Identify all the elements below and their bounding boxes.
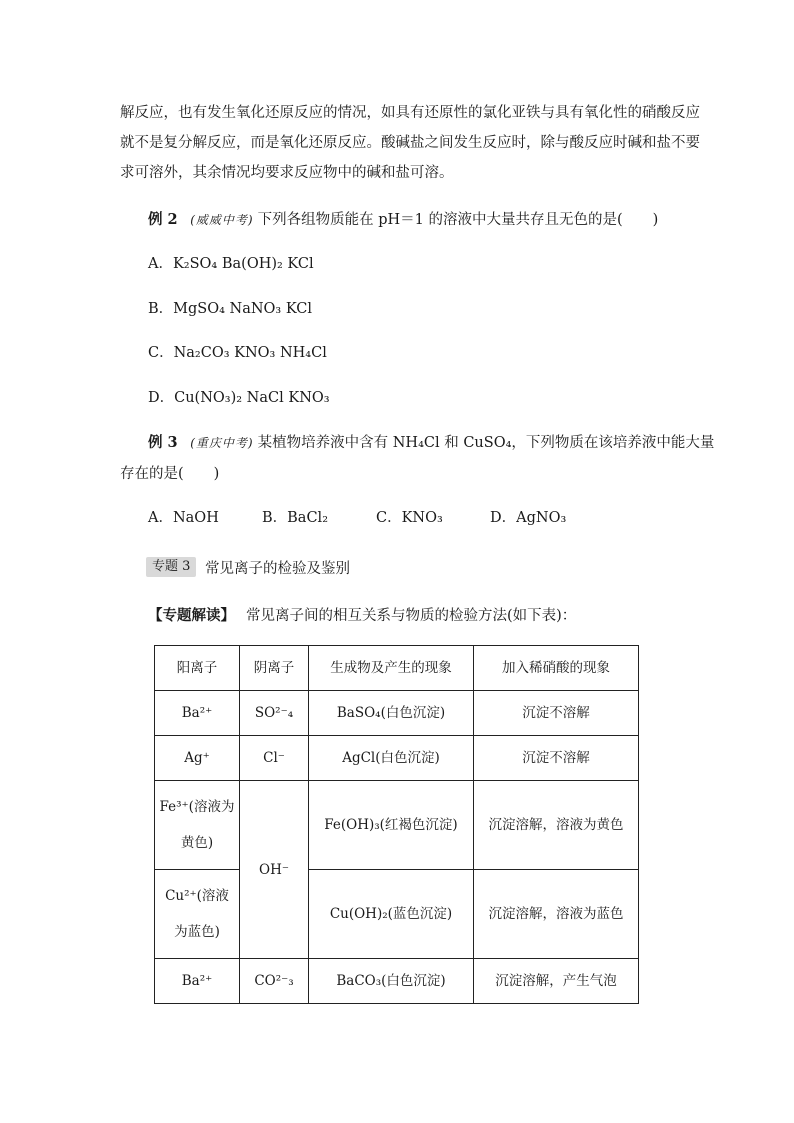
- table-row: [155, 870, 639, 959]
- topic-badge: 专题 3: [146, 557, 196, 577]
- table-header-row: [155, 646, 639, 691]
- cell-product: BaSO₄(白色沉淀): [309, 691, 474, 736]
- cell-acid: 沉淀不溶解: [474, 691, 639, 736]
- header-anion: 阴离子: [240, 646, 309, 691]
- cell-cation: Ba²⁺: [155, 691, 240, 736]
- cell-anion: Cl⁻: [240, 736, 309, 781]
- example-3-text: 某植物培养液中含有 NH₄Cl 和 CuSO₄，下列物质在该培养液中能大量: [257, 435, 715, 451]
- cell-product: AgCl(白色沉淀): [309, 736, 474, 781]
- cell-cation: Ba²⁺: [155, 959, 240, 1004]
- example-3-label: 例 3: [148, 434, 178, 451]
- table-row: [155, 736, 639, 781]
- header-acid: 加入稀硝酸的现象: [474, 646, 639, 691]
- cell-product: Fe(OH)₃(红褐色沉淀): [309, 781, 474, 870]
- cell-acid: 沉淀溶解，溶液为黄色: [474, 781, 639, 870]
- cell-acid: 沉淀不溶解: [474, 736, 639, 781]
- example-2-option-a: A．K₂SO₄ Ba(OH)₂ KCl: [148, 256, 314, 272]
- cell-cation: Fe³⁺(溶液为黄色): [155, 781, 240, 870]
- example-2-question: [148, 210, 658, 230]
- example-2-label: 例 2: [148, 211, 178, 228]
- interpretation-label: 【专题解读】: [148, 607, 235, 624]
- example-2-option-c: C．Na₂CO₃ KNO₃ NH₄Cl: [148, 345, 327, 361]
- header-product: 生成物及产生的现象: [309, 646, 474, 691]
- example-3-line-2-text: 存在的是(: [120, 466, 184, 482]
- cell-anion: SO²⁻₄: [240, 691, 309, 736]
- example-3-option-b: B．BaCl₂: [262, 510, 329, 526]
- example-2-option-b: B．MgSO₄ NaNO₃ KCl: [148, 301, 313, 317]
- example-2-option-d: D．Cu(NO₃)₂ NaCl KNO₃: [148, 390, 330, 406]
- example-3-option-a: A．NaOH: [148, 510, 219, 526]
- example-2-close: ): [652, 212, 659, 228]
- topic-title: 常见离子的检验及鉴别: [205, 561, 350, 577]
- table-row: [155, 781, 639, 870]
- example-2-text: 下列各组物质能在 pH＝1 的溶液中大量共存且无色的是(: [257, 212, 623, 228]
- cell-cation: Cu²⁺(溶液为蓝色): [155, 870, 240, 959]
- ion-test-table: [154, 645, 639, 1004]
- table-row: [155, 691, 639, 736]
- cell-anion: OH⁻: [240, 781, 309, 959]
- example-3-option-d: D．AgNO₃: [490, 510, 567, 526]
- cell-cation: Ag⁺: [155, 736, 240, 781]
- cell-acid: 沉淀溶解，溶液为蓝色: [474, 870, 639, 959]
- cell-product: Cu(OH)₂(蓝色沉淀): [309, 870, 474, 959]
- example-3-source: (重庆中考): [190, 436, 254, 450]
- example-3-line-2: [120, 464, 219, 484]
- header-cation: 阳离子: [155, 646, 240, 691]
- table-row: [155, 959, 639, 1004]
- cell-product: BaCO₃(白色沉淀): [309, 959, 474, 1004]
- interpretation-text: 常见离子间的相互关系与物质的检验方法(如下表)：: [246, 608, 577, 624]
- example-3-close: ): [213, 466, 220, 482]
- intro-line-1: 解反应，也有发生氧化还原反应的情况，如具有还原性的氯化亚铁与具有氧化性的硝酸反应: [120, 105, 700, 121]
- intro-line-3: 求可溶外，其余情况均要求反应物中的碱和盐可溶。: [120, 165, 454, 181]
- example-3-option-c: C．KNO₃: [376, 510, 443, 526]
- example-3-question: [148, 433, 714, 453]
- cell-acid: 沉淀溶解，产生气泡: [474, 959, 639, 1004]
- cell-anion: CO²⁻₃: [240, 959, 309, 1004]
- example-2-source: (威威中考): [190, 213, 254, 227]
- intro-line-2: 就不是复分解反应，而是氧化还原反应。酸碱盐之间发生反应时，除与酸反应时碱和盐不要: [120, 135, 700, 151]
